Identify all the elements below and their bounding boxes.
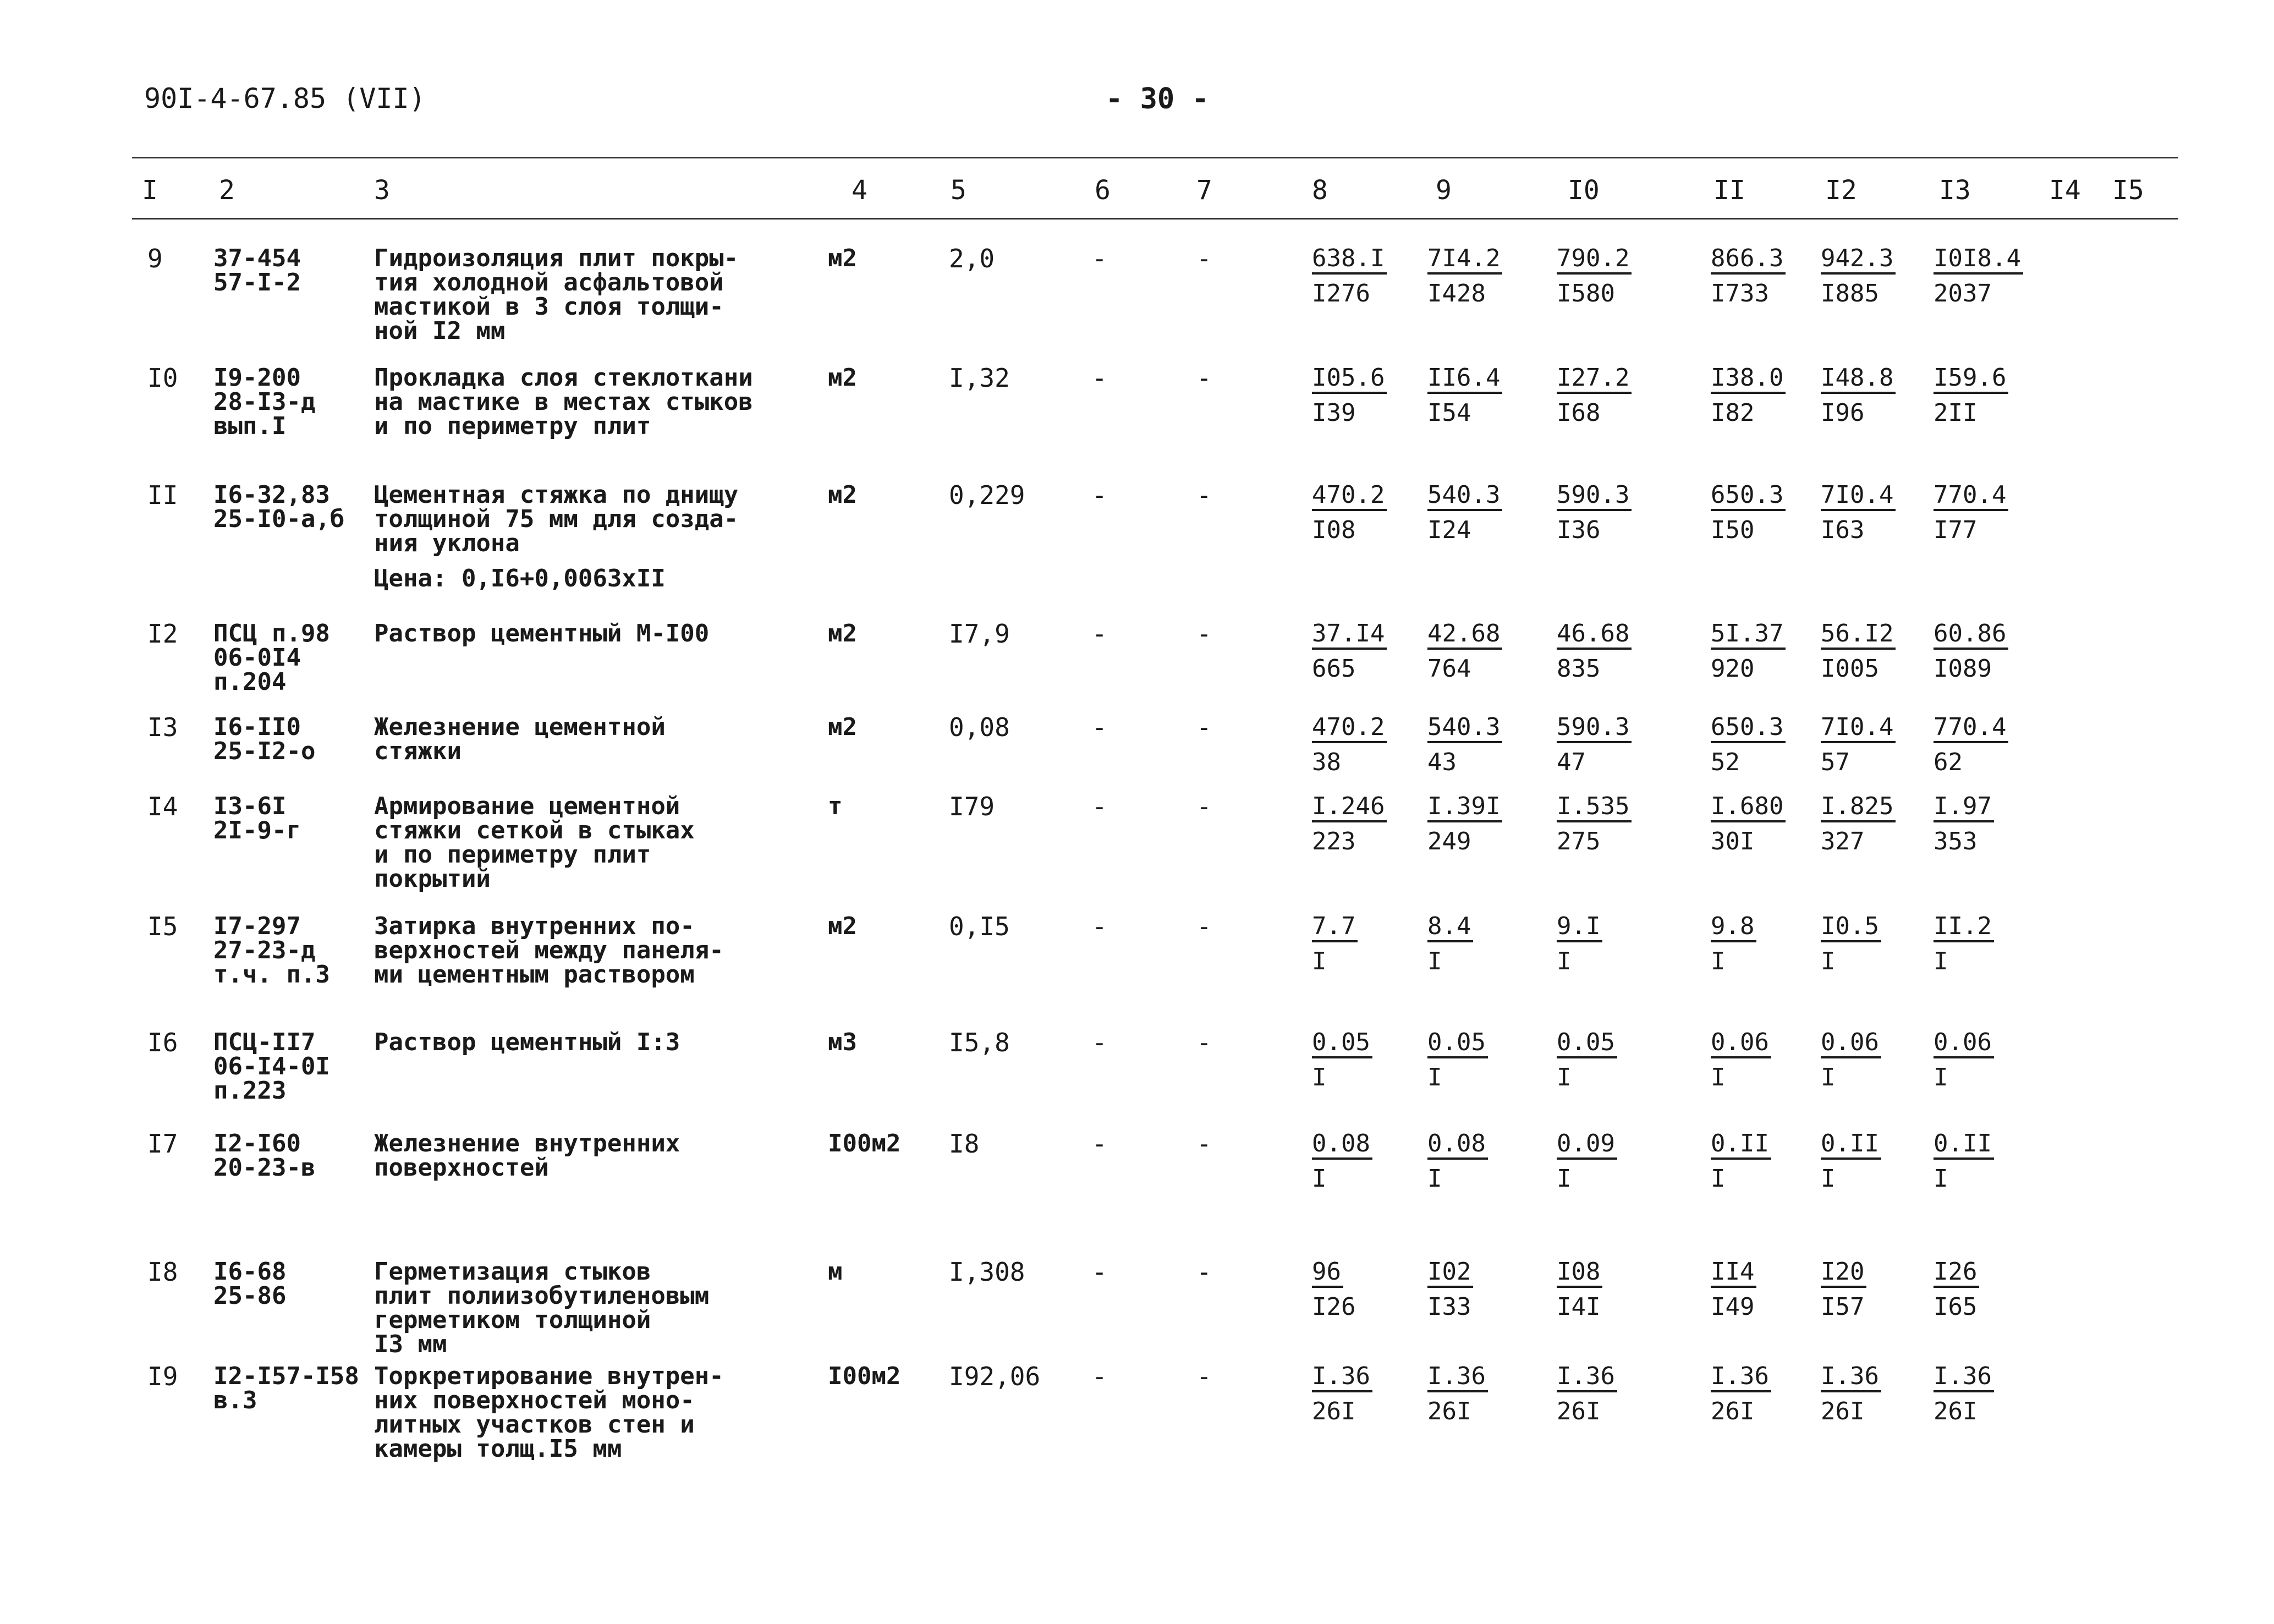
unit-of-measure: м2 (828, 912, 857, 940)
value-top: I.535 (1557, 794, 1632, 822)
value-top: I.825 (1821, 794, 1896, 822)
value-pair-col-13 (1934, 1362, 2033, 1424)
value-pair-col-13 (1934, 1028, 2033, 1090)
rate-code: I6-32,83 25-I0-а,б (213, 481, 345, 533)
value-bottom: I96 (1821, 399, 1865, 427)
value-top: 42.68 (1427, 621, 1502, 650)
value-bottom: 26I (1312, 1397, 1356, 1425)
document-code: 90I-4-67.85 (VII) (144, 83, 426, 114)
value-bottom: I08 (1312, 516, 1356, 544)
value-bottom: I580 (1557, 279, 1615, 308)
value-top: I.36 (1711, 1364, 1771, 1392)
value-top: I.680 (1711, 794, 1786, 822)
column-header-13: I3 (1939, 175, 1971, 206)
value-pair-col-9 (1427, 244, 1526, 306)
value-bottom: I (1557, 947, 1572, 975)
value-pair-col-12 (1821, 481, 1920, 543)
value-pair-col-12 (1821, 244, 1920, 306)
value-top: 56.I2 (1821, 621, 1896, 650)
work-description: Железнение внутренних поверхностей (374, 1129, 680, 1182)
value-top: 590.3 (1557, 482, 1632, 511)
value-top: I27.2 (1557, 365, 1632, 394)
value-bottom: I33 (1427, 1293, 1471, 1321)
work-description: Раствор цементный М-I00 (374, 619, 710, 648)
value-pair-col-11 (1711, 481, 1810, 543)
value-bottom: 38 (1312, 748, 1341, 776)
value-top: 0.II (1934, 1131, 1994, 1160)
value-top: II6.4 (1427, 365, 1502, 394)
value-bottom: 764 (1427, 655, 1471, 683)
rate-code: ПСЦ-II7 06-I4-0I п.223 (213, 1028, 330, 1105)
value-top: 470.2 (1312, 715, 1387, 743)
row-number: I0 (147, 363, 178, 393)
value-pair-col-8 (1312, 244, 1411, 306)
value-top: 0.06 (1934, 1030, 1994, 1058)
column-header-10: I0 (1568, 175, 1600, 206)
value-top: 540.3 (1427, 482, 1502, 511)
value-pair-col-10 (1557, 364, 1656, 426)
column-6-dash: - (1092, 1362, 1107, 1391)
value-top: 650.3 (1711, 482, 1786, 511)
value-bottom: I26 (1312, 1293, 1356, 1321)
value-top: 96 (1312, 1259, 1343, 1288)
value-pair-col-11 (1711, 619, 1810, 682)
value-pair-col-11 (1711, 792, 1810, 854)
value-pair-col-12 (1821, 364, 1920, 426)
value-pair-col-12 (1821, 1258, 1920, 1320)
value-bottom: I82 (1711, 399, 1755, 427)
value-top: 0.06 (1821, 1030, 1881, 1058)
value-top: 770.4 (1934, 482, 2008, 511)
value-top: 470.2 (1312, 482, 1387, 511)
unit-of-measure: м3 (828, 1028, 857, 1056)
rate-code: I6-II0 25-I2-о (213, 713, 316, 765)
value-bottom: 26I (1557, 1397, 1601, 1425)
column-7-dash: - (1196, 1028, 1212, 1057)
value-pair-col-13 (1934, 364, 2033, 426)
value-pair-col-10 (1557, 481, 1656, 543)
column-6-dash: - (1092, 1129, 1107, 1159)
value-bottom: 665 (1312, 655, 1356, 683)
value-pair-col-13 (1934, 792, 2033, 854)
quantity: I,32 (949, 363, 1010, 393)
value-top: 0.09 (1557, 1131, 1617, 1160)
column-header-5: 5 (951, 175, 966, 206)
value-top: 0.05 (1427, 1030, 1488, 1058)
value-pair-col-9 (1427, 1258, 1526, 1320)
value-bottom: 26I (1934, 1397, 1978, 1425)
value-pair-col-10 (1557, 1258, 1656, 1320)
column-6-dash: - (1092, 480, 1107, 510)
row-number: I6 (147, 1028, 178, 1057)
column-6-dash: - (1092, 792, 1107, 821)
value-pair-col-10 (1557, 1129, 1656, 1192)
value-pair-col-11 (1711, 364, 1810, 426)
value-bottom: 30I (1711, 827, 1755, 855)
column-header-7: 7 (1196, 175, 1212, 206)
value-pair-col-10 (1557, 912, 1656, 974)
column-header-12: I2 (1825, 175, 1857, 206)
value-top: 37.I4 (1312, 621, 1387, 650)
work-description: Железнение цементной стяжки (374, 713, 666, 765)
column-6-dash: - (1092, 912, 1107, 941)
work-description: Прокладка слоя стеклоткани на мастике в местах стыков и по периметру плит (374, 364, 753, 440)
value-bottom: 62 (1934, 748, 1963, 776)
column-header-14: I4 (2049, 175, 2081, 206)
value-bottom: I089 (1934, 655, 1992, 683)
column-7-dash: - (1196, 363, 1212, 393)
page-number: - 30 - (1106, 83, 1209, 116)
value-bottom: 26I (1427, 1397, 1471, 1425)
unit-of-measure: м2 (828, 619, 857, 648)
row-number: I7 (147, 1129, 178, 1159)
quantity: I5,8 (949, 1028, 1010, 1057)
value-pair-col-8 (1312, 1362, 1411, 1424)
value-bottom: I885 (1821, 279, 1879, 308)
value-pair-col-13 (1934, 244, 2033, 306)
unit-of-measure: м2 (828, 481, 857, 509)
work-description: Герметизация стыков плит полиизобутиленовым герметиком толщиной I3 мм (374, 1258, 710, 1358)
quantity: I,308 (949, 1257, 1025, 1287)
value-pair-col-10 (1557, 619, 1656, 682)
value-bottom: I (1312, 1063, 1327, 1091)
unit-of-measure: м2 (828, 244, 857, 272)
value-top: I.36 (1934, 1364, 1994, 1392)
value-bottom: I (1821, 947, 1836, 975)
row-number: I4 (147, 792, 178, 821)
work-description: Торкретирование внутрен- них поверхностей моно- литных участков стен и камеры толщ.I5 мм (374, 1362, 724, 1463)
value-top: I26 (1934, 1259, 1979, 1288)
value-bottom: I49 (1711, 1293, 1755, 1321)
value-pair-col-13 (1934, 619, 2033, 682)
value-top: I.36 (1427, 1364, 1488, 1392)
rate-code: I6-68 25-86 (213, 1258, 287, 1310)
value-top: I0.5 (1821, 914, 1881, 942)
value-top: 0.08 (1312, 1131, 1372, 1160)
value-bottom: I (1821, 1165, 1836, 1193)
column-7-dash: - (1196, 712, 1212, 742)
value-top: I.246 (1312, 794, 1387, 822)
value-bottom: I (1312, 947, 1327, 975)
column-header-6: 6 (1095, 175, 1111, 206)
value-pair-col-8 (1312, 1028, 1411, 1090)
row-number: I9 (147, 1362, 178, 1391)
value-pair-col-12 (1821, 1362, 1920, 1424)
value-pair-col-10 (1557, 244, 1656, 306)
value-bottom: I (1711, 1063, 1726, 1091)
value-pair-col-11 (1711, 1028, 1810, 1090)
column-7-dash: - (1196, 792, 1212, 821)
value-pair-col-10 (1557, 1362, 1656, 1424)
value-pair-col-10 (1557, 1028, 1656, 1090)
value-bottom: 223 (1312, 827, 1356, 855)
value-pair-col-10 (1557, 713, 1656, 775)
value-bottom: 57 (1821, 748, 1850, 776)
value-top: 7I0.4 (1821, 482, 1896, 511)
value-pair-col-8 (1312, 1258, 1411, 1320)
quantity: I79 (949, 792, 995, 821)
value-pair-col-11 (1711, 244, 1810, 306)
column-header-8: 8 (1312, 175, 1328, 206)
value-bottom: I24 (1427, 516, 1471, 544)
value-pair-col-9 (1427, 619, 1526, 682)
work-description: Раствор цементный I:3 (374, 1028, 680, 1056)
value-bottom: I57 (1821, 1293, 1865, 1321)
value-top: I38.0 (1711, 365, 1786, 394)
column-6-dash: - (1092, 1028, 1107, 1057)
value-top: I0I8.4 (1934, 246, 2023, 275)
value-pair-col-9 (1427, 1129, 1526, 1192)
value-bottom: I65 (1934, 1293, 1978, 1321)
value-pair-col-12 (1821, 619, 1920, 682)
value-top: I05.6 (1312, 365, 1387, 394)
column-7-dash: - (1196, 912, 1212, 941)
value-pair-col-13 (1934, 1258, 2033, 1320)
unit-of-measure: м2 (828, 713, 857, 741)
column-header-4: 4 (852, 175, 867, 206)
column-6-dash: - (1092, 712, 1107, 742)
value-top: I.36 (1821, 1364, 1881, 1392)
value-pair-col-11 (1711, 713, 1810, 775)
rate-code: I9-200 28-I3-д вып.I (213, 364, 316, 440)
value-bottom: 275 (1557, 827, 1601, 855)
value-top: I08 (1557, 1259, 1602, 1288)
value-top: 7I4.2 (1427, 246, 1502, 275)
column-header-3: 3 (374, 175, 390, 206)
row-number: I3 (147, 712, 178, 742)
value-top: 0.05 (1557, 1030, 1617, 1058)
quantity: I7,9 (949, 619, 1010, 649)
value-bottom: I (1934, 1165, 1948, 1193)
value-top: 46.68 (1557, 621, 1632, 650)
unit-of-measure: м2 (828, 364, 857, 392)
value-top: II.2 (1934, 914, 1994, 942)
work-description: Гидроизоляция плит покры- тия холодной асфальтовой мастикой в 3 слоя толщи- ной I2 мм (374, 244, 739, 345)
rate-code: I7-297 27-23-д т.ч. п.3 (213, 912, 330, 989)
quantity: I8 (949, 1129, 980, 1159)
value-pair-col-9 (1427, 792, 1526, 854)
value-bottom: 835 (1557, 655, 1601, 683)
value-top: I20 (1821, 1259, 1866, 1288)
value-pair-col-11 (1711, 1129, 1810, 1192)
value-bottom: 52 (1711, 748, 1740, 776)
value-top: 942.3 (1821, 246, 1896, 275)
value-pair-col-9 (1427, 713, 1526, 775)
value-bottom: 353 (1934, 827, 1978, 855)
value-bottom: I50 (1711, 516, 1755, 544)
value-top: 0.08 (1427, 1131, 1488, 1160)
value-pair-col-8 (1312, 364, 1411, 426)
value-top: 0.06 (1711, 1030, 1771, 1058)
value-bottom: I4I (1557, 1293, 1601, 1321)
rate-code: I2-I60 20-23-в (213, 1129, 316, 1182)
column-7-dash: - (1196, 244, 1212, 273)
value-bottom: 43 (1427, 748, 1457, 776)
value-top: 0.05 (1312, 1030, 1372, 1058)
price-formula-note: Цена: 0,I6+0,0063хII (374, 564, 666, 592)
column-6-dash: - (1092, 1257, 1107, 1287)
value-pair-col-8 (1312, 713, 1411, 775)
value-top: 650.3 (1711, 715, 1786, 743)
value-bottom: 920 (1711, 655, 1755, 683)
value-top: 7.7 (1312, 914, 1358, 942)
value-bottom: I (1427, 947, 1442, 975)
value-bottom: I (1711, 947, 1726, 975)
column-7-dash: - (1196, 1257, 1212, 1287)
value-bottom: 26I (1821, 1397, 1865, 1425)
row-number: 9 (147, 244, 163, 273)
value-pair-col-12 (1821, 713, 1920, 775)
value-top: 60.86 (1934, 621, 2008, 650)
value-bottom: I733 (1711, 279, 1769, 308)
quantity: 0,08 (949, 712, 1010, 742)
value-pair-col-13 (1934, 713, 2033, 775)
value-top: 770.4 (1934, 715, 2008, 743)
value-pair-col-11 (1711, 1362, 1810, 1424)
value-bottom: I (1711, 1165, 1726, 1193)
value-bottom: 2037 (1934, 279, 1992, 308)
value-pair-col-9 (1427, 1362, 1526, 1424)
value-top: II4 (1711, 1259, 1756, 1288)
rate-code: ПСЦ п.98 06-0I4 п.204 (213, 619, 330, 696)
rate-code: I3-6I 2I-9-г (213, 792, 301, 844)
value-top: 8.4 (1427, 914, 1473, 942)
value-pair-col-9 (1427, 1028, 1526, 1090)
header-top-rule (132, 157, 2178, 158)
rate-code: 37-454 57-I-2 (213, 244, 301, 297)
column-header-11: II (1713, 175, 1745, 206)
value-pair-col-13 (1934, 912, 2033, 974)
value-bottom: I36 (1557, 516, 1601, 544)
value-top: 638.I (1312, 246, 1387, 275)
column-6-dash: - (1092, 363, 1107, 393)
column-header-15: I5 (2112, 175, 2144, 206)
value-top: I.36 (1312, 1364, 1372, 1392)
value-bottom: I428 (1427, 279, 1486, 308)
value-top: 9.8 (1711, 914, 1756, 942)
value-bottom: I (1427, 1165, 1442, 1193)
value-bottom: I005 (1821, 655, 1879, 683)
unit-of-measure: I00м2 (828, 1362, 901, 1390)
value-top: 540.3 (1427, 715, 1502, 743)
unit-of-measure: I00м2 (828, 1129, 901, 1157)
value-bottom: 327 (1821, 827, 1865, 855)
column-6-dash: - (1092, 619, 1107, 649)
column-7-dash: - (1196, 619, 1212, 649)
value-top: I02 (1427, 1259, 1473, 1288)
column-7-dash: - (1196, 1129, 1212, 1159)
value-bottom: I (1557, 1165, 1572, 1193)
column-6-dash: - (1092, 244, 1107, 273)
quantity: 2,0 (949, 244, 995, 273)
quantity: I92,06 (949, 1362, 1041, 1391)
work-description: Затирка внутренних по- верхностей между панеля- ми цементным раствором (374, 912, 724, 989)
value-pair-col-12 (1821, 1028, 1920, 1090)
column-header-1: I (142, 175, 158, 206)
value-top: I.39I (1427, 794, 1502, 822)
row-number: I8 (147, 1257, 178, 1287)
column-header-2: 2 (219, 175, 235, 206)
value-top: I59.6 (1934, 365, 2008, 394)
value-top: 7I0.4 (1821, 715, 1896, 743)
value-bottom: 26I (1711, 1397, 1755, 1425)
value-bottom: I54 (1427, 399, 1471, 427)
column-7-dash: - (1196, 1362, 1212, 1391)
value-bottom: I (1557, 1063, 1572, 1091)
value-bottom: I68 (1557, 399, 1601, 427)
value-top: 5I.37 (1711, 621, 1786, 650)
column-7-dash: - (1196, 480, 1212, 510)
value-top: 0.II (1711, 1131, 1771, 1160)
value-bottom: I (1312, 1165, 1327, 1193)
value-pair-col-12 (1821, 912, 1920, 974)
value-bottom: I (1427, 1063, 1442, 1091)
value-top: I.36 (1557, 1364, 1617, 1392)
unit-of-measure: м (828, 1258, 843, 1286)
value-pair-col-8 (1312, 792, 1411, 854)
value-pair-col-13 (1934, 1129, 2033, 1192)
quantity: 0,I5 (949, 912, 1010, 941)
work-description: Армирование цементной стяжки сеткой в стыках и по периметру плит покрытий (374, 792, 695, 893)
value-bottom: I77 (1934, 516, 1978, 544)
quantity: 0,229 (949, 480, 1025, 510)
value-pair-col-13 (1934, 481, 2033, 543)
value-pair-col-8 (1312, 619, 1411, 682)
value-bottom: I276 (1312, 279, 1370, 308)
value-pair-col-11 (1711, 912, 1810, 974)
rate-code: I2-I57-I58 в.3 (213, 1362, 359, 1414)
value-bottom: I39 (1312, 399, 1356, 427)
value-pair-col-9 (1427, 364, 1526, 426)
value-pair-col-12 (1821, 792, 1920, 854)
column-header-9: 9 (1436, 175, 1452, 206)
row-number: I5 (147, 912, 178, 941)
value-top: 590.3 (1557, 715, 1632, 743)
value-top: 866.3 (1711, 246, 1786, 275)
row-number: II (147, 480, 178, 510)
value-pair-col-9 (1427, 481, 1526, 543)
value-bottom: I63 (1821, 516, 1865, 544)
value-top: 9.I (1557, 914, 1602, 942)
value-top: 790.2 (1557, 246, 1632, 275)
value-bottom: I (1934, 947, 1948, 975)
value-bottom: 249 (1427, 827, 1471, 855)
value-pair-col-11 (1711, 1258, 1810, 1320)
value-bottom: 47 (1557, 748, 1586, 776)
value-pair-col-9 (1427, 912, 1526, 974)
row-number: I2 (147, 619, 178, 649)
value-pair-col-8 (1312, 912, 1411, 974)
value-bottom: I (1821, 1063, 1836, 1091)
header-bottom-rule (132, 218, 2178, 220)
value-top: I.97 (1934, 794, 1994, 822)
value-pair-col-8 (1312, 481, 1411, 543)
value-pair-col-12 (1821, 1129, 1920, 1192)
value-top: 0.II (1821, 1131, 1881, 1160)
value-bottom: I (1934, 1063, 1948, 1091)
unit-of-measure: т (828, 792, 843, 820)
value-pair-col-10 (1557, 792, 1656, 854)
value-bottom: 2II (1934, 399, 1978, 427)
value-pair-col-8 (1312, 1129, 1411, 1192)
work-description: Цементная стяжка по днищу толщиной 75 мм для созда- ния уклона (374, 481, 739, 557)
value-top: I48.8 (1821, 365, 1896, 394)
